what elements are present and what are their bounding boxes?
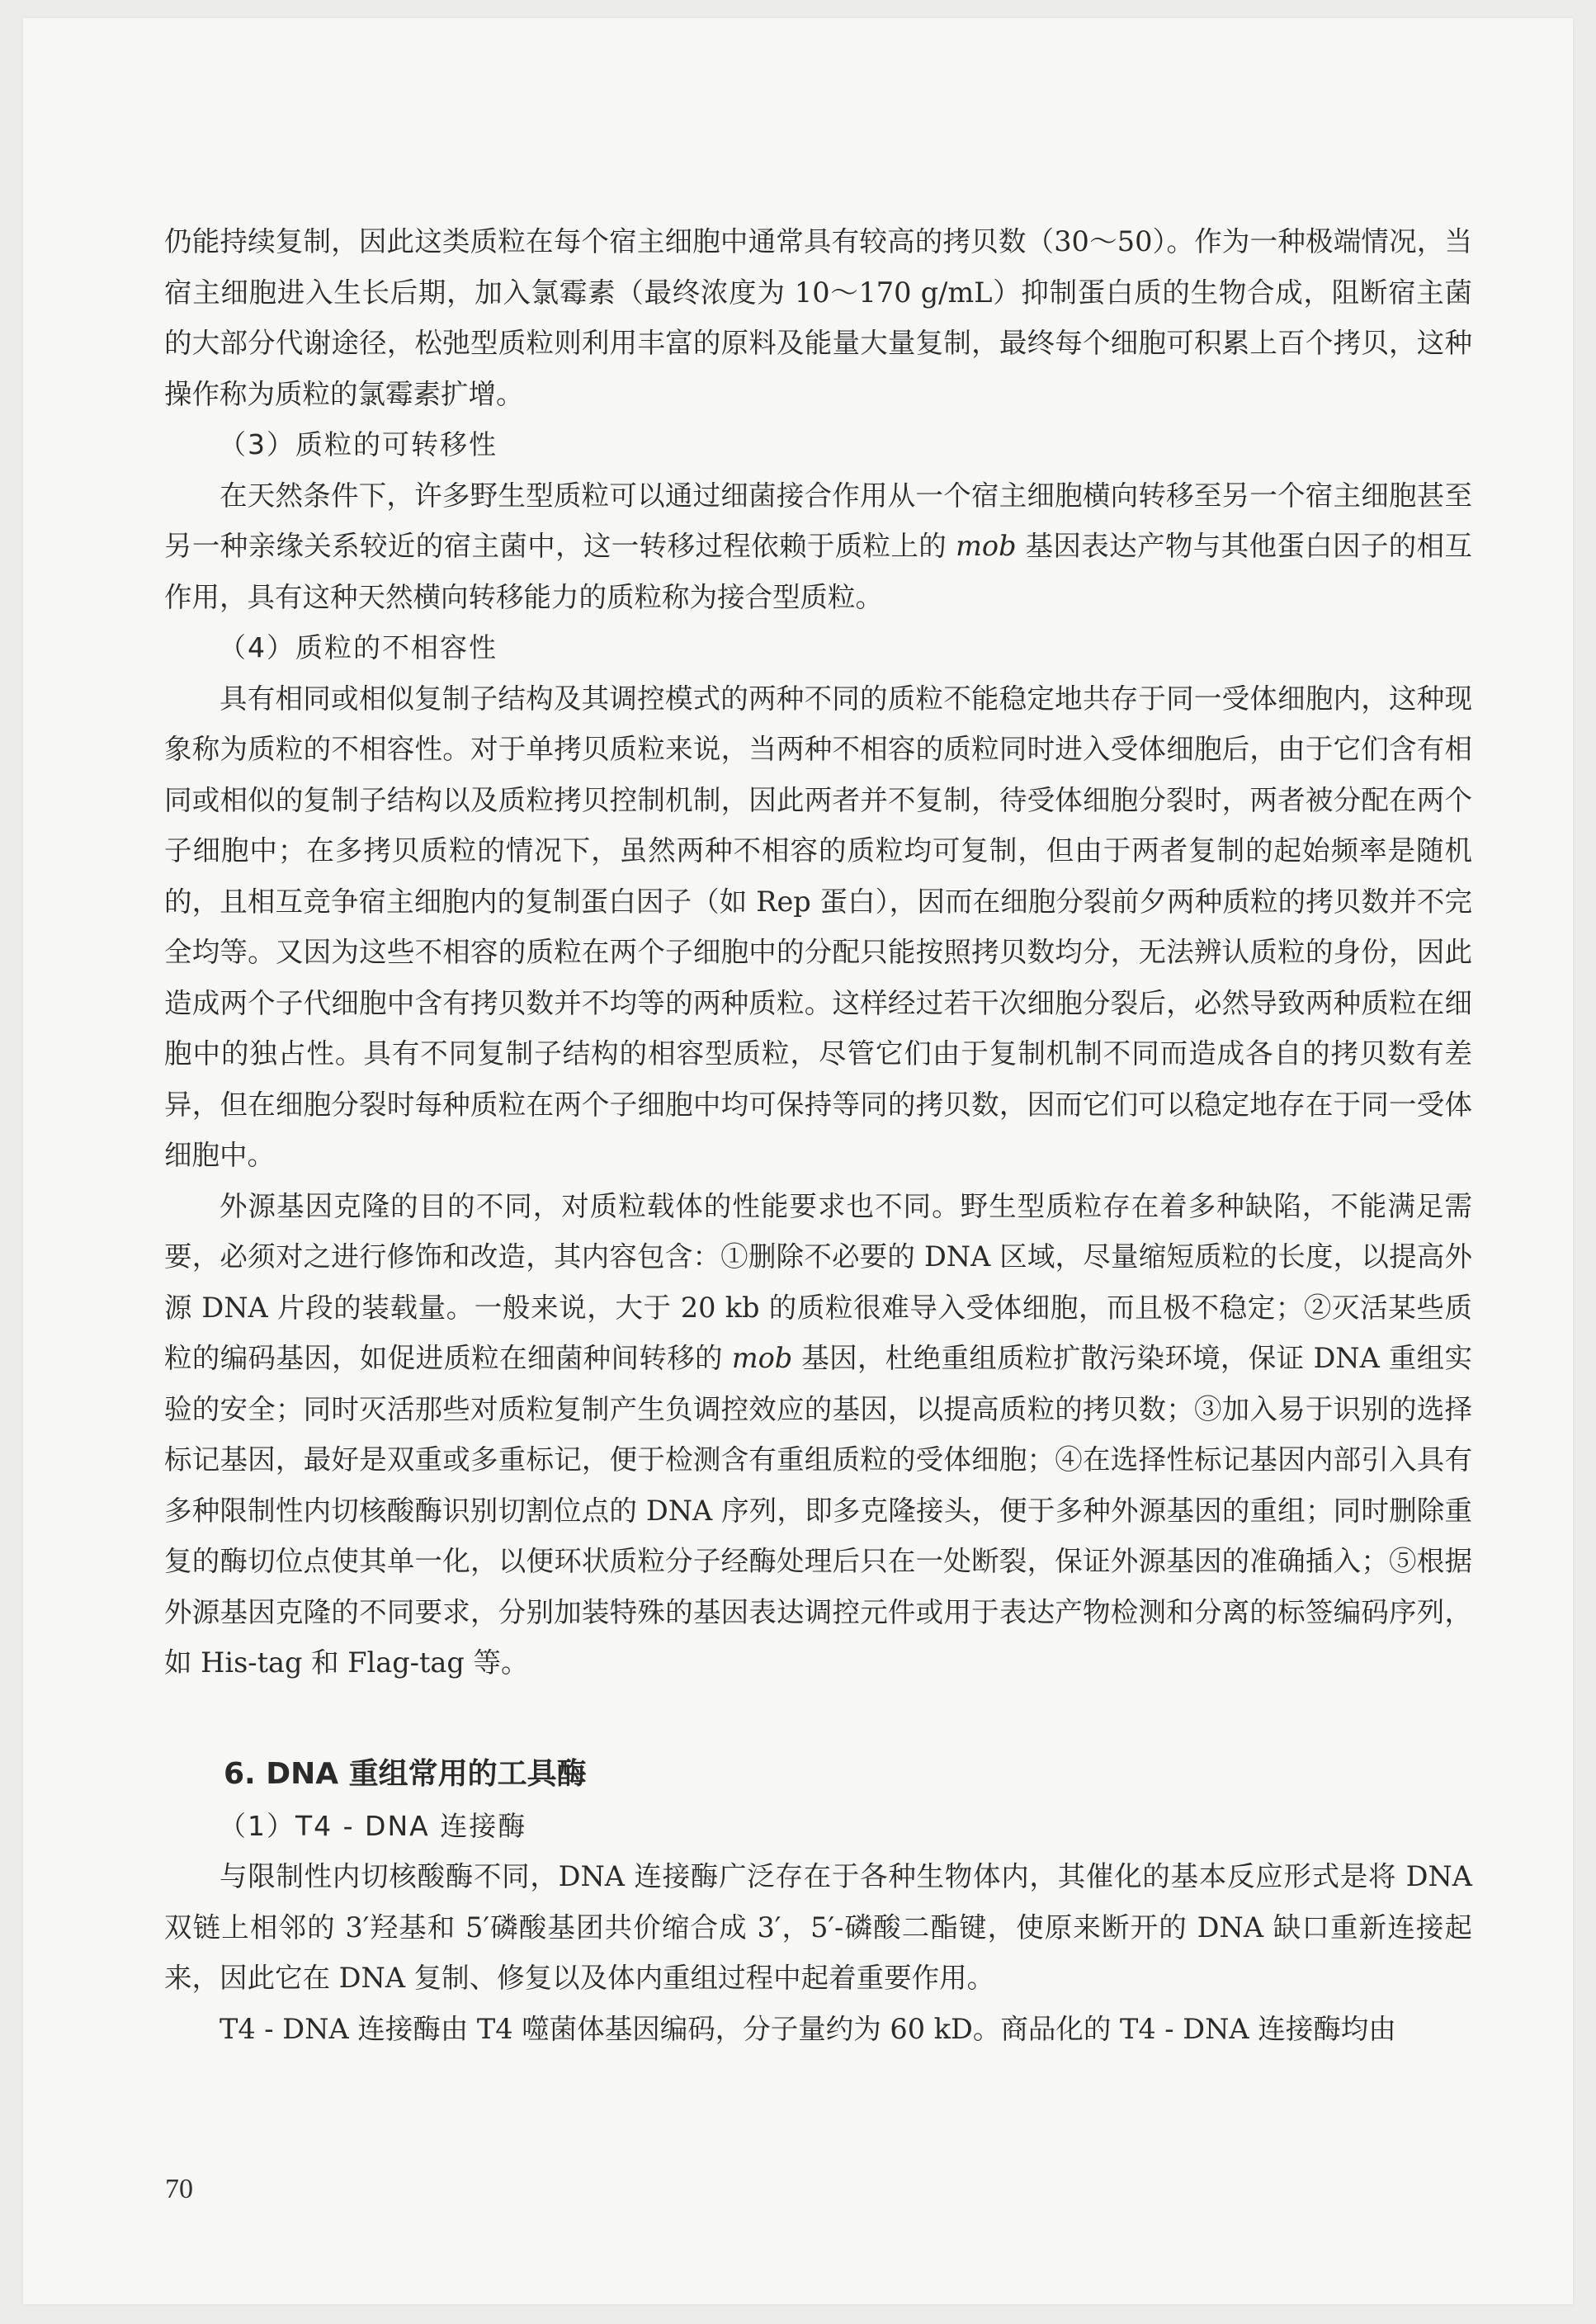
- paragraph-ligase-t4: T4 - DNA 连接酶由 T4 噬菌体基因编码，分子量约为 60 kD。商品化的 T4 - DNA 连接酶均由: [220, 2012, 1396, 2045]
- text-run: 外源基因克隆的目的不同，对质粒载体的性能要求也不同。野生型质粒存在着多种缺陷，不能满足需要，必须对之进行修饰和改造，其内容包含：①删除不必要的 DNA 区域，尽量缩短质粒的长度，以提高外源 DNA 片段的装载量。一般来说，大于 20 kb 的质粒很难导入受体细胞，而且极不稳定；②灭活某些质粒的编码基因，如促进质粒在细菌种间转移的: [164, 1189, 1472, 1374]
- text-run: 基因，杜绝重组质粒扩散污染环境，保证 DNA 重组实验的安全；同时灭活那些对质粒复制产生负调控效应的基因，以提高质粒的拷贝数；③加入易于识别的选择标记基因，最好是双重或多重标记，便于检测含有重组质粒的受体细胞；④在选择性标记基因内部引入具有多种限制性内切核酸酶识别切割位点的 DNA 序列，即多克隆接头，便于多种外源基因的重组；同时删除重复的酶切位点使其单一化，以便环状质粒分子经酶处理后只在一处断裂，保证外源基因的准确插入；⑤根据外源基因克隆的不同要求，分别加装特殊的基因表达调控元件或用于表达产物检测和分离的标签编码序列，如 His-tag 和 Flag-tag 等。: [164, 1342, 1472, 1679]
- book-page: [23, 18, 1573, 2304]
- paragraph-vector-modification: [164, 1181, 1472, 1689]
- text-run: 基因表达产物与其他蛋白因子的相互作用，具有这种天然横向转移能力的质粒称为接合型质粒。: [164, 530, 1472, 613]
- subheading-t4-dna-ligase: （1）T4 - DNA 连接酶: [219, 1809, 527, 1842]
- gene-name-mob: mob: [956, 530, 1017, 562]
- paragraph-incompatibility: 具有相同或相似复制子结构及其调控模式的两种不同的质粒不能稳定地共存于同一受体细胞内，这种现象称为质粒的不相容性。对于单拷贝质粒来说，当两种不相容的质粒同时进入受体细胞后，由于它们含有相同或相似的复制子结构以及质粒拷贝控制机制，因此两者并不复制，待受体细胞分裂时，两者被分配在两个子细胞中；在多拷贝质粒的情况下，虽然两种不相容的质粒均可复制，但由于两者复制的起始频率是随机的，且相互竞争宿主细胞内的复制蛋白因子（如 Rep 蛋白），因而在细胞分裂前夕两种质粒的拷贝数并不完全均等。又因为这些不相容的质粒在两个子细胞中的分配只能按照拷贝数均分，无法辨认质粒的身份，因此造成两个子代细胞中含有拷贝数并不均等的两种质粒。这样经过若干次细胞分裂后，必然导致两种质粒在细胞中的独占性。具有不同复制子结构的相容型质粒，尽管它们由于复制机制不同而造成各自的拷贝数有差异，但在细胞分裂时每种质粒在两个子细胞中均可保持等同的拷贝数，因而它们可以稳定地存在于同一受体细胞中。: [164, 682, 1472, 1171]
- paragraph-transferability: [164, 470, 1472, 623]
- paragraph-continued: 仍能持续复制，因此这类质粒在每个宿主细胞中通常具有较高的拷贝数（30～50）。作为一种极端情况，当宿主细胞进入生长后期，加入氯霉素（最终浓度为 10～170 g/mL）抑制蛋白质的生物合成，阻断宿主菌的大部分代谢途径，松弛型质粒则利用丰富的原料及能量大量复制，最终每个细胞可积累上百个拷贝，这种操作称为质粒的氯霉素扩增。: [164, 225, 1472, 410]
- gene-name-mob: mob: [731, 1342, 793, 1374]
- section-heading-tool-enzymes: 6. DNA 重组常用的工具酶: [224, 1756, 587, 1791]
- text-run: 在天然条件下，许多野生型质粒可以通过细菌接合作用从一个宿主细胞横向转移至另一个宿主细胞甚至另一种亲缘关系较近的宿主菌中，这一转移过程依赖于质粒上的: [164, 479, 1472, 562]
- subheading-plasmid-transferability: （3）质粒的可转移性: [219, 428, 498, 461]
- paragraph-ligase-intro: 与限制性内切核酸酶不同，DNA 连接酶广泛存在于各种生物体内，其催化的基本反应形式是将 DNA 双链上相邻的 3′羟基和 5′磷酸基团共价缩合成 3′，5′-磷酸二酯键，使原来断开的 DNA 缺口重新连接起来，因此它在 DNA 复制、修复以及体内重组过程中起着重要作用。: [164, 1860, 1472, 1994]
- page-number: 70: [165, 2174, 193, 2204]
- page-body: [164, 216, 1472, 2054]
- subheading-plasmid-incompatibility: （4）质粒的不相容性: [219, 631, 498, 664]
